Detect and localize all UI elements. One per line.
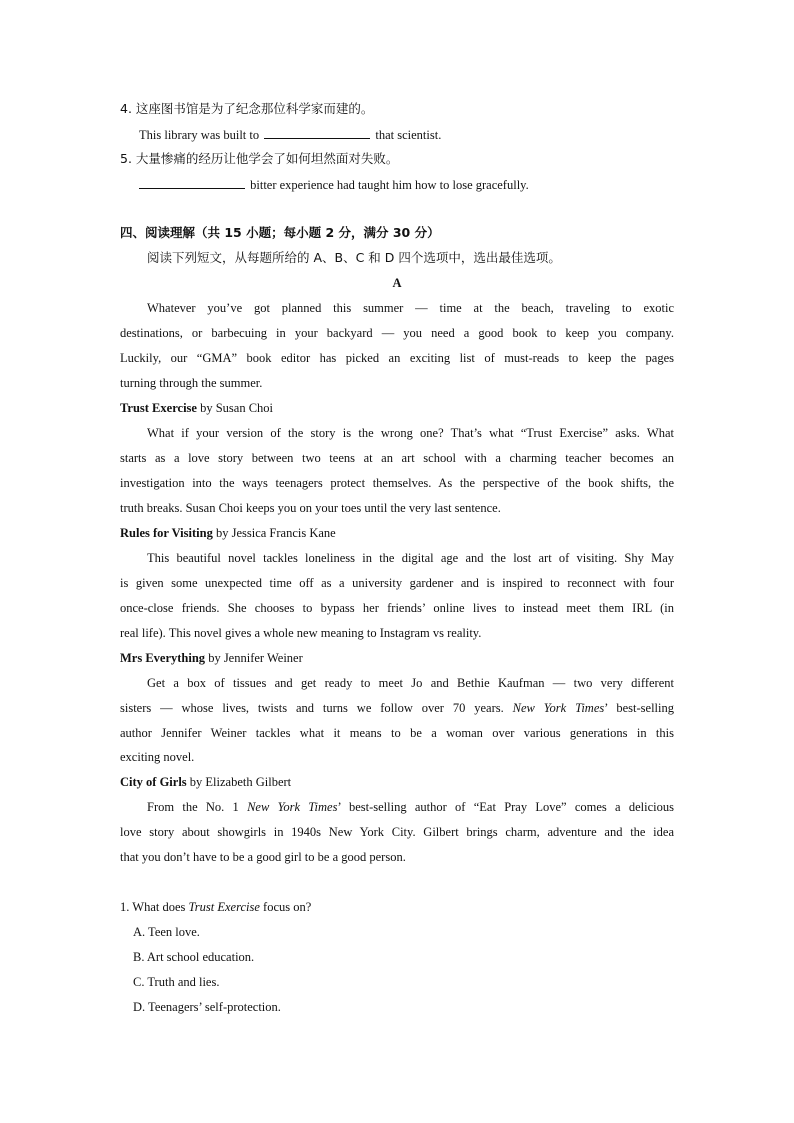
book4-author: by Elizabeth Gilbert bbox=[189, 775, 292, 789]
book2-line-1: This beautiful novel tackles loneliness in the digital age and the lost art of visiting. Shy May bbox=[147, 551, 674, 565]
book1-title: Trust Exercise bbox=[120, 401, 197, 415]
question-1-stem bbox=[120, 899, 311, 915]
book1-line-2: starts as a love story between two teens at an art school with a charming teacher becomes an bbox=[120, 451, 674, 465]
book4-line-2: love story about showgirls in 1940s New York City. Gilbert brings charm, adventure and the idea bbox=[120, 825, 674, 839]
book3-nyt: New York Times bbox=[512, 701, 605, 715]
book1-line-3: investigation into the ways teenagers protect themselves. As the perspective of the book shifts, the bbox=[120, 476, 674, 490]
book4-heading bbox=[120, 774, 291, 790]
option-b[interactable]: B. Art school education. bbox=[133, 950, 255, 964]
intro-line-2: destinations, or barbecuing in your backyard — you need a good book to keep you company. bbox=[120, 326, 674, 340]
book2-line-3: once-close friends. She chooses to bypass her friends’ online lives to instead meet them IRL (in bbox=[120, 601, 674, 615]
q4-blank[interactable] bbox=[264, 126, 370, 139]
book4-line-1 bbox=[147, 799, 674, 815]
intro-line-3: Luckily, our “GMA” book editor has picked an exciting list of must-reads to keep the pages bbox=[120, 351, 674, 365]
q5-chinese: 5. 大量惨痛的经历让他学会了如何坦然面对失败。 bbox=[120, 151, 399, 166]
book3-line-3: author Jennifer Weiner tackles what it means to be a woman over various generations in this bbox=[120, 726, 674, 740]
book4-line-1-pre: From the No. 1 bbox=[147, 800, 239, 814]
book4-nyt: New York Times bbox=[247, 800, 338, 814]
book3-heading bbox=[120, 650, 303, 666]
book2-title: Rules for Visiting bbox=[120, 526, 213, 540]
q4-english bbox=[139, 126, 441, 143]
q4-english-post: that scientist. bbox=[375, 128, 442, 142]
book4-line-3: that you don’t have to be a good girl to be a good person. bbox=[120, 850, 406, 864]
book2-line-2: is given some unexpected time off as a university gardener and is inspired to reconnect with four bbox=[120, 576, 674, 590]
section-heading: 四、阅读理解（共 15 小题；每小题 2 分，满分 30 分） bbox=[120, 225, 440, 240]
book1-line-4: truth breaks. Susan Choi keeps you on your toes until the very last sentence. bbox=[120, 501, 501, 515]
book4-line-1-post: ’ best-selling author of “Eat Pray Love” comes a delicious bbox=[337, 800, 675, 814]
book3-line-1: Get a box of tissues and get ready to meet Jo and Bethie Kaufman — two very different bbox=[147, 676, 674, 690]
book1-author: by Susan Choi bbox=[200, 401, 274, 415]
book3-line-2 bbox=[120, 700, 674, 716]
book3-line-2-post: ’ best-selling bbox=[604, 701, 674, 715]
book2-author: by Jessica Francis Kane bbox=[215, 526, 336, 540]
book3-line-4: exciting novel. bbox=[120, 750, 195, 764]
option-d[interactable]: D. Teenagers’ self-protection. bbox=[133, 1000, 281, 1014]
book2-heading bbox=[120, 525, 336, 541]
book2-line-4: real life). This novel gives a whole new meaning to Instagram vs reality. bbox=[120, 626, 482, 640]
book3-author: by Jennifer Weiner bbox=[208, 651, 303, 665]
section-instruction: 阅读下列短文，从每题所给的 A、B、C 和 D 四个选项中，选出最佳选项。 bbox=[147, 250, 561, 265]
q5-english bbox=[137, 176, 529, 193]
option-a[interactable]: A. Teen love. bbox=[133, 925, 200, 939]
option-c[interactable]: C. Truth and lies. bbox=[133, 975, 220, 989]
book3-line-2-pre: sisters — whose lives, twists and turns we follow over 70 years. bbox=[120, 701, 504, 715]
q5-blank[interactable] bbox=[139, 176, 245, 189]
book1-line-1: What if your version of the story is the wrong one? That’s what “Trust Exercise” asks. What bbox=[147, 426, 674, 440]
passage-label: A bbox=[392, 276, 402, 290]
question-1-pre: 1. What does bbox=[120, 900, 186, 914]
q4-english-pre: This library was built to bbox=[139, 128, 260, 142]
book4-title: City of Girls bbox=[120, 775, 187, 789]
intro-line-4: turning through the summer. bbox=[120, 376, 263, 390]
question-1-post: focus on? bbox=[263, 900, 312, 914]
book1-heading bbox=[120, 400, 273, 416]
intro-line-1: Whatever you’ve got planned this summer — time at the beach, traveling to exotic bbox=[147, 301, 674, 315]
q5-english-post: bitter experience had taught him how to lose gracefully. bbox=[250, 178, 529, 192]
book3-title: Mrs Everything bbox=[120, 651, 206, 665]
question-1-title: Trust Exercise bbox=[188, 900, 260, 914]
q4-chinese: 4. 这座图书馆是为了纪念那位科学家而建的。 bbox=[120, 101, 374, 116]
